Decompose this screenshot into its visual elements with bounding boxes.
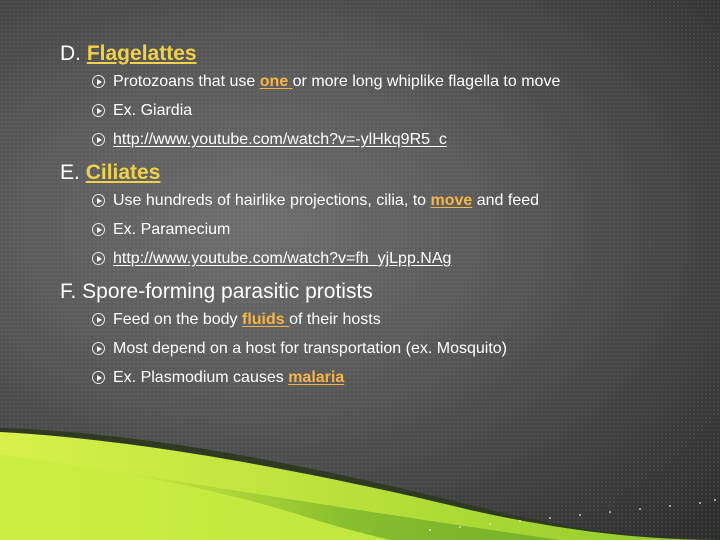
bullet-text: of their hosts xyxy=(289,311,381,328)
list-item xyxy=(92,126,700,155)
circled-arrow-right-icon xyxy=(92,252,105,265)
heading-prefix: E. xyxy=(60,161,86,184)
heading-term: Flagelattes xyxy=(86,42,197,65)
bullet-text: Use hundreds of hairlike projections, cilia, to xyxy=(113,192,431,209)
bullet-text: Ex. Plasmodium causes xyxy=(113,369,289,386)
section-flagelattes xyxy=(60,40,700,155)
circled-arrow-right-icon xyxy=(92,342,105,355)
heading-term: Ciliates xyxy=(85,161,161,184)
circled-arrow-right-icon xyxy=(92,104,105,117)
bullet-text: Feed on the body xyxy=(113,311,242,328)
section-ciliates xyxy=(60,159,700,274)
circled-arrow-right-icon xyxy=(92,75,105,88)
bullet-text: Most depend on a host for transportation (ex. Mosquito) xyxy=(113,340,507,357)
heading-prefix: D. xyxy=(60,42,87,65)
list-item xyxy=(92,364,700,393)
list-item xyxy=(92,335,700,364)
list-item xyxy=(92,187,700,216)
youtube-link[interactable]: http://www.youtube.com/watch?v=-ylHkq9R5_c xyxy=(113,131,447,148)
list-item xyxy=(92,216,700,245)
list-item xyxy=(92,68,700,97)
circled-arrow-right-icon xyxy=(92,371,105,384)
list-item xyxy=(92,306,700,335)
section-spore-forming xyxy=(60,278,700,393)
circled-arrow-right-icon xyxy=(92,313,105,326)
circled-arrow-right-icon xyxy=(92,223,105,236)
slide-content xyxy=(60,40,700,393)
highlight-word: fluids xyxy=(241,311,290,328)
bullet-list xyxy=(60,306,700,393)
highlight-word: one xyxy=(259,73,293,90)
highlight-word: malaria xyxy=(288,369,345,386)
bullet-text: Ex. Paramecium xyxy=(113,221,231,238)
highlight-word: move xyxy=(430,192,473,209)
circled-arrow-right-icon xyxy=(92,133,105,146)
list-item xyxy=(92,245,700,274)
section-heading xyxy=(60,159,700,187)
bullet-text: Ex. Giardia xyxy=(113,102,193,119)
section-heading: F. Spore-forming parasitic protists xyxy=(60,280,373,303)
section-heading xyxy=(60,40,700,68)
bullet-list xyxy=(60,68,700,155)
circled-arrow-right-icon xyxy=(92,194,105,207)
bullet-text: or more long whiplike flagella to move xyxy=(292,73,561,90)
bullet-text: and feed xyxy=(472,192,540,209)
bullet-text: Protozoans that use xyxy=(113,73,260,90)
list-item xyxy=(92,97,700,126)
bullet-list xyxy=(60,187,700,274)
youtube-link[interactable]: http://www.youtube.com/watch?v=fh_yjLpp.NAg xyxy=(113,250,452,267)
